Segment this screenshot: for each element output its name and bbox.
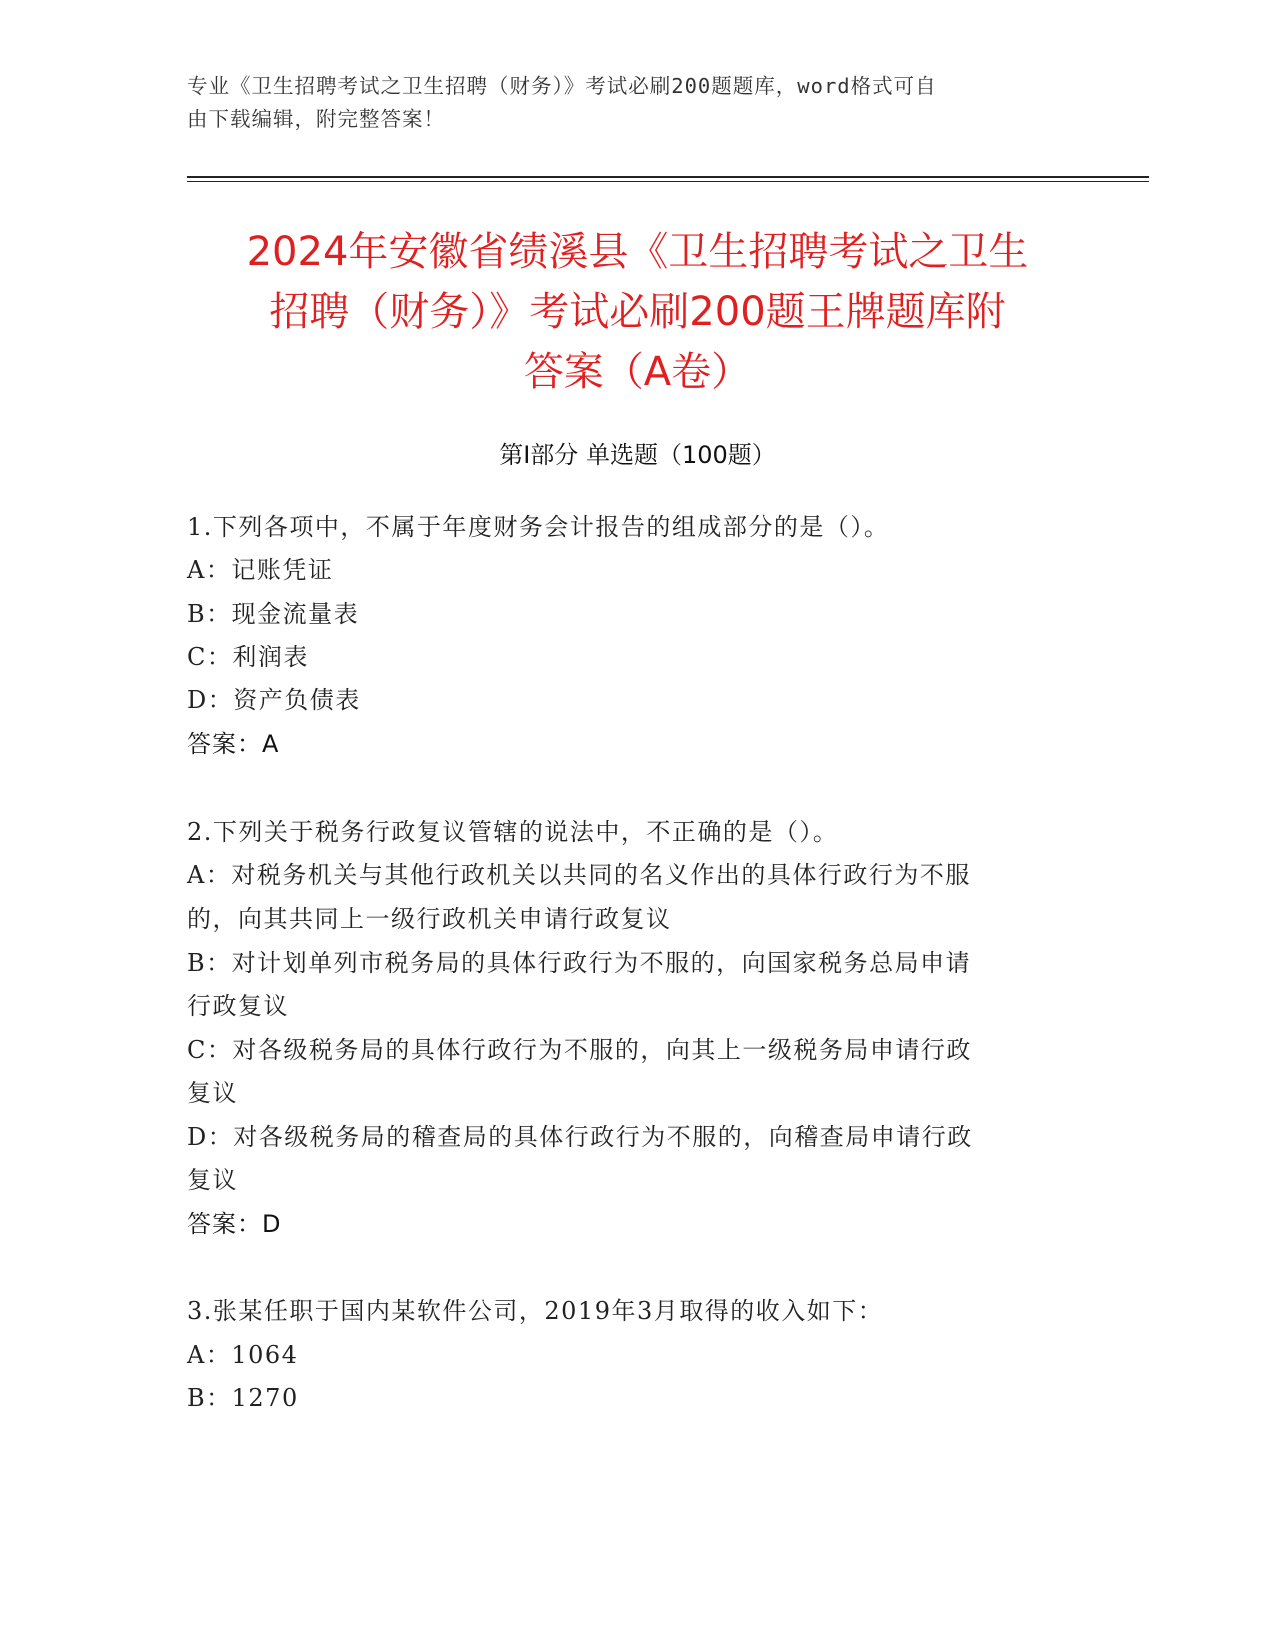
document-title-line-3: 答案（A卷） bbox=[523, 349, 752, 395]
question-2-option-b-line-2: 行政复议 bbox=[187, 992, 289, 1020]
question-2-option-a-line-1: A：对税务机关与其他行政机关以共同的名义作出的具体行政行为不服 bbox=[187, 861, 971, 889]
document-title bbox=[150, 222, 1125, 402]
question-2-option-d-line-2: 复议 bbox=[187, 1166, 238, 1194]
question-2-option-d-line-1: D：对各级税务局的稽查局的具体行政行为不服的，向稽查局申请行政 bbox=[187, 1123, 973, 1151]
header-note-line-2: 由下载编辑，附完整答案！ bbox=[187, 107, 445, 131]
header-divider-thick bbox=[187, 176, 1149, 178]
question-2-stem: 2.下列关于税务行政复议管辖的说法中，不正确的是（）。 bbox=[187, 818, 839, 846]
question-2-option-b-line-1: B：对计划单列市税务局的具体行政行为不服的，向国家税务总局申请 bbox=[187, 949, 972, 977]
question-2-option-c-line-1: C：对各级税务局的具体行政行为不服的，向其上一级税务局申请行政 bbox=[187, 1036, 972, 1064]
question-1-answer: 答案：A bbox=[187, 730, 280, 758]
header-note bbox=[187, 70, 1087, 136]
header-note-line-1: 专业《卫生招聘考试之卫生招聘（财务）》考试必刷200题题库，word格式可自 bbox=[187, 74, 937, 98]
document-title-line-1: 2024年安徽省绩溪县《卫生招聘考试之卫生 bbox=[246, 229, 1029, 275]
document-title-line-2: 招聘（财务）》考试必刷200题王牌题库附 bbox=[269, 289, 1006, 335]
question-2-option-c-line-2: 复议 bbox=[187, 1079, 238, 1107]
question-1-option-a: A：记账凭证 bbox=[187, 556, 334, 584]
question-1-option-c: C：利润表 bbox=[187, 643, 309, 671]
header-divider-thin bbox=[187, 181, 1149, 182]
question-3-option-b: B：1270 bbox=[187, 1384, 299, 1412]
question-3-stem: 3.张某任职于国内某软件公司，2019年3月取得的收入如下： bbox=[187, 1297, 884, 1325]
question-1-option-d: D：资产负债表 bbox=[187, 686, 361, 714]
section-title: 第Ⅰ部分 单选题（100题） bbox=[499, 441, 776, 469]
question-1-stem: 1.下列各项中，不属于年度财务会计报告的组成部分的是（）。 bbox=[187, 513, 890, 541]
question-3-option-a: A：1064 bbox=[187, 1341, 299, 1369]
question-1-option-b: B：现金流量表 bbox=[187, 600, 360, 628]
question-2-option-a-line-2: 的，向其共同上一级行政机关申请行政复议 bbox=[187, 905, 672, 933]
question-2-answer: 答案：D bbox=[187, 1210, 282, 1238]
